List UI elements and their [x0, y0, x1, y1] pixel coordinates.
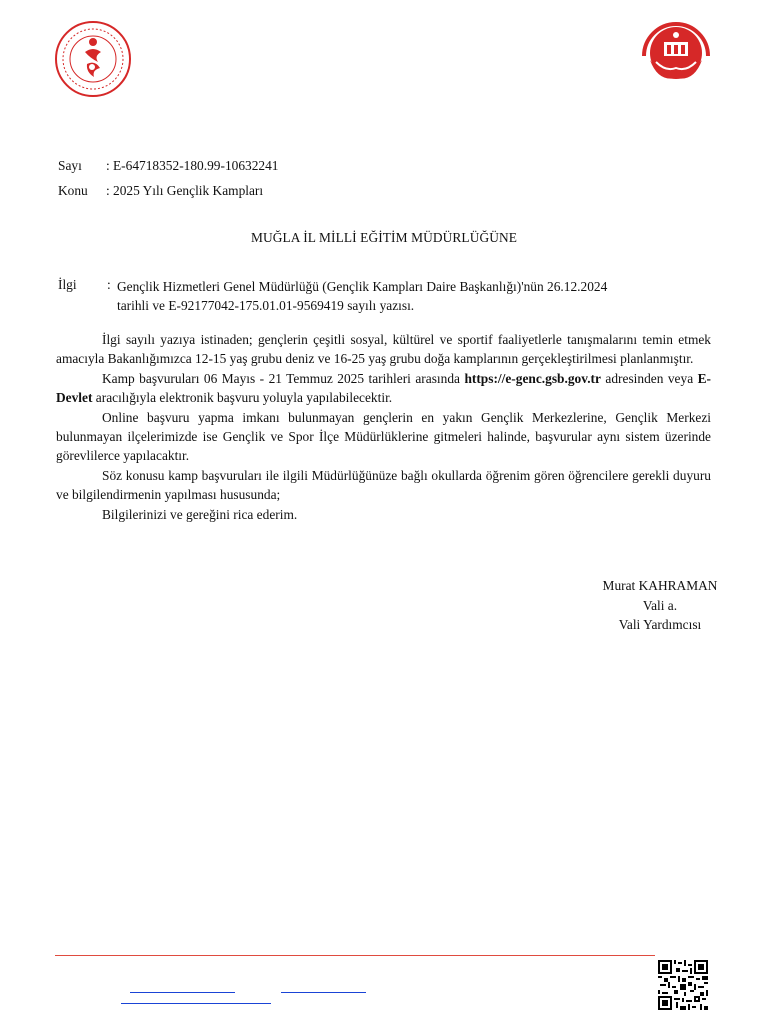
ilgi-line-2: tarihli ve E-92177042-175.01.01-9569419 sayılı yazısı. [117, 298, 415, 313]
body-p2-text-a: Kamp başvuruları 06 Mayıs - 21 Temmuz 2025 tarihleri arasında [102, 370, 465, 386]
ilgi-reference [117, 277, 607, 315]
ministry-emblem-icon [54, 20, 132, 98]
recipient-heading: MUĞLA İL MİLLİ EĞİTİM MÜDÜRLÜĞÜNE [250, 230, 518, 245]
ilgi-label: İlgi [58, 277, 77, 292]
sayi-label: Sayı [58, 158, 82, 173]
letter-body [56, 330, 711, 524]
ilgi-colon: : [107, 277, 111, 292]
footer-link-3[interactable] [121, 1003, 271, 1004]
qr-code-icon [658, 960, 708, 1010]
body-paragraph-1: İlgi sayılı yazıya istinaden; gençlerin çeşitli sosyal, kültürel ve sportif faaliyetlerle tanışmalarını temin etmek amacıyla Bakanlığımızca 12-15 yaş grubu deniz ve 16-25 yaş grubu doğa kamplarının gerçekleştirilmesi planlanmıştır. [56, 332, 711, 367]
body-p2-text-c: aracılığıyla elektronik başvuru yoluyla yapılabilecektir. [92, 390, 393, 406]
konu-colon: : [106, 183, 110, 198]
body-paragraph-5: Bilgilerinizi ve gereğini rica ederim. [102, 506, 298, 522]
application-url-link[interactable]: https://e-genc.gsb.gov.tr [464, 370, 601, 386]
footer-link-1[interactable] [130, 992, 235, 993]
body-paragraph-3: Online başvuru yapma imkanı bulunmayan gençlerin en yakın Gençlik Merkezlerine, Gençlik Merkezi bulunmayan ilçelerimizde ise Gençlik ve Spor İlçe Müdürlüklerine gitmeleri halinde, başvurular aynı sistem üzerinde görevlilerce yapılacaktır. [56, 409, 711, 464]
ilgi-line-1: Gençlik Hizmetleri Genel Müdürlüğü (Gençlik Kampları Daire Başkanlığı)'nün 26.12.2024 [117, 279, 608, 294]
body-p2-text-b: adresinden veya [600, 370, 698, 386]
body-paragraph-2 [56, 369, 711, 408]
footer-link-2[interactable] [281, 992, 366, 993]
body-paragraph-4: Söz konusu kamp başvuruları ile ilgili Müdürlüğünüze bağlı okullarda öğrenim gören öğrencilere gerekli duyuru ve bilgilendirmenin yapılması hususunda; [56, 467, 711, 503]
signature-block [560, 576, 760, 635]
sayi-colon: : [106, 158, 110, 173]
konu-label: Konu [58, 183, 88, 198]
edevlet-text: E-Devlet [56, 370, 711, 406]
sayi-value: E-64718352-180.99-10632241 [113, 158, 279, 173]
governorship-emblem-icon [636, 20, 716, 86]
konu-value: 2025 Yılı Gençlik Kampları [113, 183, 264, 198]
footer-divider [55, 955, 655, 956]
signatory-line-2: Vali a. [642, 597, 678, 613]
signatory-name: Murat KAHRAMAN [602, 578, 718, 593]
signatory-title: Vali Yardımcısı [618, 617, 702, 632]
